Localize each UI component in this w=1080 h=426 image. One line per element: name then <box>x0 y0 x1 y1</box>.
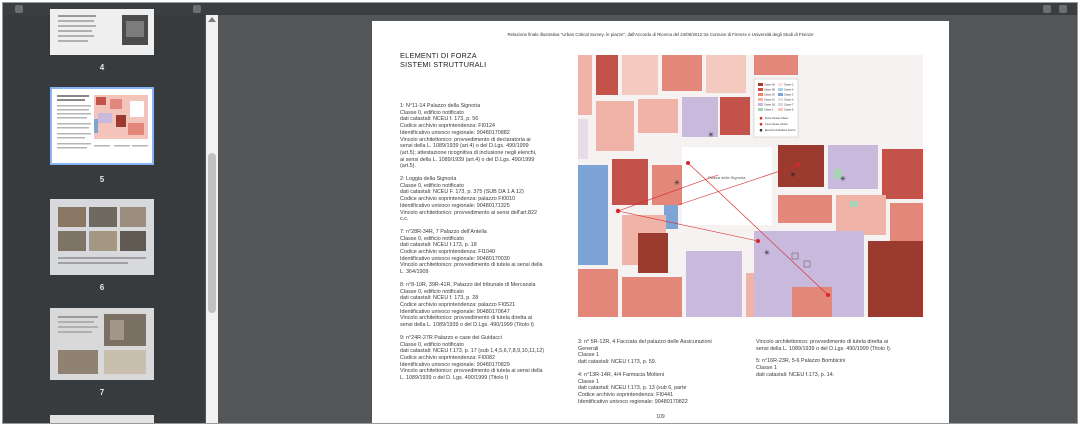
legend-swatch <box>778 83 783 86</box>
legend-swatch <box>778 108 783 111</box>
pdf-viewer-window <box>2 2 1078 424</box>
right-column <box>756 339 936 385</box>
thumbnail-page-4-preview <box>52 11 152 53</box>
thumbnail-page-6-number: 6 <box>99 283 105 292</box>
map-block <box>578 55 592 115</box>
legend-label: Punto Visuale Urbano <box>765 117 789 121</box>
legend-swatch <box>778 88 783 91</box>
map-block <box>720 97 750 135</box>
map-block <box>778 195 832 223</box>
page-header: Relazione finale illustrativa "Urban Critical Survey: le piazze", dall'Accordo di Ricerca del 24/06/2012 tra Comune di Firenze e Università degli Studi di Firenze <box>507 32 814 37</box>
map-block <box>622 55 658 95</box>
thumbnail-page-5-preview <box>52 89 152 163</box>
map-attractor-icon: ✳ <box>708 131 714 139</box>
map-block <box>622 277 682 317</box>
legend-label: Classe 5 <box>784 93 794 97</box>
entry-palazzo-guidacci: 9: n°24R-27R Palazzo e case dei Guidacci Classe 0, edificio notificato dati catastali: NCEU f.173, p. 17 (sub 1,4,5,6,7,8,9,10,11,12) Codice archivio soprintendenza: FI0082 Identificativo univoco regionale: 90480170829 Vincolo architettonico: provvedimento di tutela ai sensi della L. 1089/1939 o del D. Lgs. 490/1999 (Titolo I) <box>400 334 545 382</box>
map-figure <box>578 55 923 317</box>
legend-label: Classe 7 <box>784 103 794 107</box>
map-block <box>662 55 702 91</box>
entry-assicurazioni-generali: 3: n° 5R-12R, 4 Facciata del palazzo delle Assicurazioni Generali Classe 1 dati catastali: NCEU f.173, p. 59. <box>578 339 712 366</box>
legend-swatch <box>758 83 763 86</box>
legend-marker <box>760 123 763 126</box>
section-title-forza: ELEMENTI DI FORZA <box>400 51 477 60</box>
sidebar-scrollbar-thumb[interactable] <box>208 153 216 313</box>
legend-marker <box>760 129 763 132</box>
map-view-point <box>686 161 690 165</box>
legend-label: Classe 2 <box>764 108 774 112</box>
legend-swatch <box>758 98 763 101</box>
legend-label: Classe 0C <box>764 93 776 97</box>
entry-vincolo-continuation: Vincolo architettonico: provvedimento di tutela diretta ai sensi della L. 1089/1939 o del D.Lgs. 490/1999 (Titolo I). <box>756 339 892 352</box>
map-block <box>868 241 923 317</box>
back-icon[interactable] <box>193 5 201 13</box>
map-block <box>596 101 634 151</box>
map-block <box>596 55 618 95</box>
middle-column <box>578 339 754 411</box>
map-block <box>828 145 878 189</box>
page-number: 109 <box>656 414 665 420</box>
legend-label: Classe 6 <box>784 98 794 102</box>
thumbnail-page-6-preview <box>52 201 152 273</box>
map-view-point <box>756 239 760 243</box>
legend-swatch <box>758 88 763 91</box>
map-block <box>578 269 618 317</box>
legend-label: Elementi di Attrattore Storico <box>765 129 796 133</box>
thumbnail-sidebar <box>3 15 205 423</box>
toolbar <box>3 3 1077 15</box>
map-block <box>578 119 588 159</box>
legend-label: Classe 1B <box>764 103 775 107</box>
legend-swatch <box>778 103 783 106</box>
map-block <box>792 287 832 317</box>
thumbnail-page-5-number: 5 <box>99 175 105 184</box>
map-block <box>638 99 678 133</box>
map-attractor-icon: ✳ <box>674 179 680 187</box>
legend-label: Classe 1A <box>764 98 775 102</box>
more-icon[interactable] <box>1059 5 1067 13</box>
thumbnail-page-7-number: 7 <box>99 388 105 397</box>
download-icon[interactable] <box>1043 5 1051 13</box>
map-attractor-icon: ✳ <box>790 171 796 179</box>
map-block <box>706 55 746 93</box>
thumbnail-page-8[interactable] <box>50 415 154 424</box>
entry-farmacia-molteni: 4: n°13R-14R, 4/4 Farmacia Molteni Classe 1 dati catastali: NCEU f.173, p. 13 (sub 6, parte Codice archivio soprintendenza: FI0441 Identificativo univoco regionale: 90480170822 <box>578 371 688 405</box>
map-block <box>890 203 923 243</box>
legend-swatch <box>758 108 763 111</box>
map-square-label: Piazza della Signoria <box>708 175 746 180</box>
thumbnail-page-7-preview <box>52 310 152 378</box>
map-square <box>682 147 772 225</box>
legend-swatch <box>778 98 783 101</box>
entry-palazzo-antella: 7: n°28R-34R, 7 Palazzo dell'Antella Classe 0, edificio notificato dati catastali: NCEU f.173, p. 18 Codice archivio soprintendenza: FI1040 Identificativo univoco regionale: 90480170030 Vincolo architettonico: provvedimento di tutela ai sensi della L. 364/1909 <box>400 228 543 276</box>
map-block <box>882 149 923 199</box>
map-block <box>778 145 824 187</box>
map-block <box>754 55 798 75</box>
pdf-page <box>372 21 949 424</box>
legend-label: Classe 3 <box>784 83 794 87</box>
map-attractor-icon: ✳ <box>764 249 770 257</box>
map-block <box>612 159 648 205</box>
document-viewer[interactable] <box>218 15 1077 423</box>
legend-label: Cono Visuale Urbano <box>765 123 788 127</box>
legend-label: Classe 0A <box>764 83 775 87</box>
legend-swatch <box>758 93 763 96</box>
section-title-sistemi: SISTEMI STRUTTURALI <box>400 60 487 69</box>
entry-palazzo-mercanzia: 8: n°8-10R, 39R-41R, Palazzo del tribunale di Mercanzia Classe 0, edificio notificato dati catastali: NCEU f. 173, p. 28 Codice archivio soprintendenza: palazzo FI0521 Identificativo univoco regionale: 90480170647 Vincolo architettonico: provvedimento di tutela diretta ai sensi della L. 1089/1939 o del D.Lgs. 490/1999 (Titolo I) <box>400 281 536 329</box>
legend-label: Classe 0B <box>764 88 775 92</box>
map-block <box>578 165 608 265</box>
legend-label: Classe 8 <box>784 108 794 112</box>
legend-swatch <box>758 103 763 106</box>
thumbnail-page-7[interactable] <box>50 308 154 380</box>
thumbnail-page-4[interactable] <box>50 9 154 55</box>
map-block <box>850 201 858 207</box>
map-block <box>638 233 668 273</box>
thumbnail-page-5[interactable] <box>50 87 154 165</box>
entry-palazzo-bombicini: 5: n°16R-23R, 5-6 Palazzo Bombicini Classe 1 dati catastali: NCEU f.173, p. 14. <box>756 358 846 378</box>
map-view-point <box>796 163 800 167</box>
entry-loggia-signoria: 2: Loggia della Signoria Classe 0, edificio notificato dati catastali: NCEU F. 173, p. 375 (SUB DA 1 A 12) Codice archivio soprintendenza: palazzo FI0010 Identificativo univoco regionale: 90480171325 Vincolo architettonico: provvedimento ai sensi dell'art.822 c.c. <box>400 176 537 223</box>
map-block <box>686 251 742 317</box>
legend-swatch <box>778 93 783 96</box>
map-view-point <box>826 293 830 297</box>
thumbnail-page-6[interactable] <box>50 199 154 275</box>
scroll-up-icon[interactable] <box>208 17 216 22</box>
map-block <box>836 195 886 235</box>
thumbnail-page-4-number: 4 <box>99 63 105 72</box>
legend-label: Classe 4 <box>784 88 794 92</box>
map-attractor-icon: ✳ <box>840 175 846 183</box>
left-column <box>400 103 566 388</box>
entry-palazzo-signoria: 1: N°11-14 Palazzo della Signoria Classe 0, edificio notificato dati catastali: NCEU f. 173, p. 56 Codice archivio soprintendenza: FI0124 Identificativo univoco regionale: 90480170882 Vincolo architettonico: provvedimento di declaratoria ai sensi della L. 1089/1939 (art.4) o del D.Lgs. 490/1999 (art.5); attestazione ricognitiva di inclusione negli elenchi, ai sensi della L. 1089/1939 (art.4) o del D.Lgs. 490/1999 (art.5). <box>400 103 537 170</box>
map-block <box>664 205 678 229</box>
legend-marker <box>760 117 763 120</box>
map-view-point <box>616 209 620 213</box>
menu-icon[interactable] <box>15 5 23 13</box>
